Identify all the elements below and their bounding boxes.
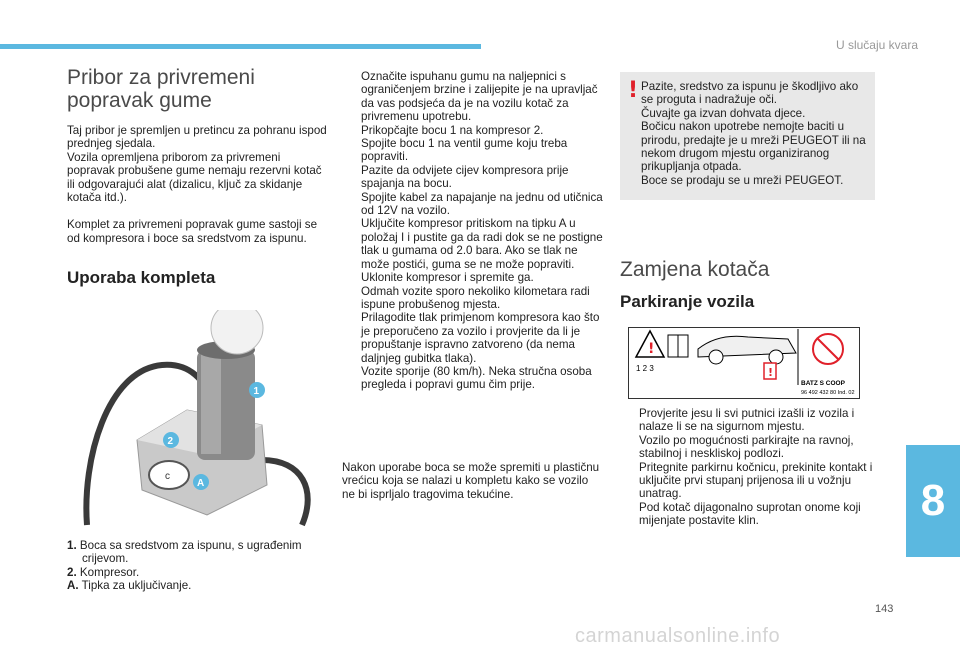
repair-step: Uklonite kompresor i spremite ga. [361, 271, 534, 285]
repair-step: Prikopčajte bocu 1 na kompresor 2. [361, 123, 544, 137]
intro-paragraph-3: Komplet za privremeni popravak gume sastoji se od kompresora i boce sa sredstvom za ispunu. [67, 218, 318, 245]
safety-label-figure [628, 327, 860, 399]
svg-text:c: c [165, 471, 170, 482]
parking-step: Pritegnite parkirnu kočnicu, prekinite kontakt i uključite prvi stupanj prijenosa ili u vožnju unatrag. [639, 460, 873, 501]
legend-item [67, 579, 327, 592]
chapter-tab: 8 [906, 445, 960, 557]
warning-icon: ! [628, 78, 639, 103]
parking-heading: Parkiranje vozila [620, 292, 755, 311]
kit-title: Pribor za privremeni popravak gume [67, 66, 255, 112]
warning-line: Pazite, sredstvo za ispunu je škodljivo ako se proguta i nadražuje oči. [641, 80, 859, 107]
parking-steps [620, 407, 878, 528]
section-title: U slučaju kvara [835, 38, 918, 52]
parking-step: Provjerite jesu li svi putnici izašli iz vozila i nalaze li se na sigurnom mjestu. [639, 407, 855, 434]
legend-text: Boca sa sredstvom za ispunu, s ugrađenim crijevom. [79, 539, 302, 566]
figure-legend [67, 539, 327, 593]
middle-column [342, 70, 604, 392]
repair-step: Uključite kompresor pritiskom na tipku A u položaj I i pustite ga da radi dok se ne postigne tlak u gumama od 2.0 bara. Ako se tlak ne može postići, guma se ne može popraviti. [361, 217, 603, 271]
repair-steps-list [342, 70, 604, 392]
callout-1-label: 1 [253, 386, 260, 397]
wheel-change-title: Zamjena kotača [620, 258, 770, 281]
repair-step: Pazite da odvijete cijev kompresora prije spajanja na bocu. [361, 163, 569, 191]
gear-digits: 1 2 3 [636, 364, 654, 373]
legend-key: 1. [67, 539, 77, 552]
legend-key: A. [67, 579, 79, 593]
warning-box [620, 72, 875, 200]
callout-a-label: A [197, 478, 205, 489]
kit-usage-heading: Uporaba kompleta [67, 268, 216, 288]
wheel-change-section [620, 258, 878, 311]
legend-key: 2. [67, 565, 77, 579]
repair-step: Označite ispuhanu gumu na naljepnici s ograničenjem brzine i zalijepite je na upravljač da vas podsjeća da je na vozilu kotač za privremenu upotrebu. [361, 70, 598, 124]
page-number: 143 [875, 603, 894, 615]
label-brand: BATZ S COOP [801, 380, 845, 387]
svg-text:!: ! [648, 341, 655, 357]
parking-steps-list [620, 407, 878, 528]
intro-paragraph-2: Vozila opremljena priborom za privremeni popravak probušene gume nemaju rezervni kotač ili odgovarajući alat (dizalicu, ključ za skidanje kotača itd.). [67, 150, 322, 205]
repair-step: Spojite kabel za napajanje na jednu od utičnica od 12V na vozilo. [361, 190, 603, 218]
header-accent-bar [0, 44, 481, 49]
repair-step: Spojite bocu 1 na ventil gume koju treba popraviti. [361, 137, 568, 164]
legend-text: Tipka za uključivanje. [81, 579, 192, 593]
warning-line: Čuvajte ga izvan dohvata djece. [641, 106, 806, 120]
legend-item [67, 539, 327, 566]
label-code: 96 492 432 80 Ind. 02 [801, 390, 855, 396]
warning-line: Boce se prodaju se u mreži PEUGEOT. [641, 173, 844, 187]
after-use-note: Nakon uporabe boca se može spremiti u plastičnu vrećicu koja se nalazi u kompletu kako se vozilo ne bi isprljalo tragovima tekućine. [342, 461, 600, 501]
repair-step: Vozite sporije (80 km/h). Neka stručna osoba pregleda i popravi gumu čim prije. [361, 364, 592, 392]
legend-item [67, 566, 327, 579]
repair-step: Odmah vozite sporo nekoliko kilometara radi ispune probušenog mjesta. [361, 284, 590, 311]
svg-text:!: ! [768, 366, 774, 379]
callout-2-label: 2 [167, 436, 174, 447]
legend-text: Kompresor. [79, 565, 140, 579]
repair-kit-figure [67, 310, 327, 530]
warning-line: Bočicu nakon upotrebe nemojte baciti u prirodu, predajte je u mreži PEUGEOT ili na nekom drugom mjestu organiziranog prikupljanja otpada. [641, 120, 866, 174]
parking-step: Vozilo po mogućnosti parkirajte na ravnoj, stabilnoj i neskliskoj podlozi. [639, 433, 854, 461]
parking-step: Pod kotač dijagonalno suprotan onome koji mijenjate postavite klin. [639, 500, 861, 528]
intro-paragraph-1: Taj pribor je spremljen u pretincu za pohranu ispod prednjeg sjedala. [67, 124, 327, 151]
repair-step: Prilagodite tlak primjenom kompresora kao što je preporučeno za vozilo i provjerite da li je propuštanje ispravno zatvoreno (da nema daljnjeg gubitka tlaka). [361, 311, 600, 365]
warning-text [641, 80, 869, 187]
left-column [67, 66, 327, 288]
watermark: carmanualsonline.info [575, 625, 781, 647]
